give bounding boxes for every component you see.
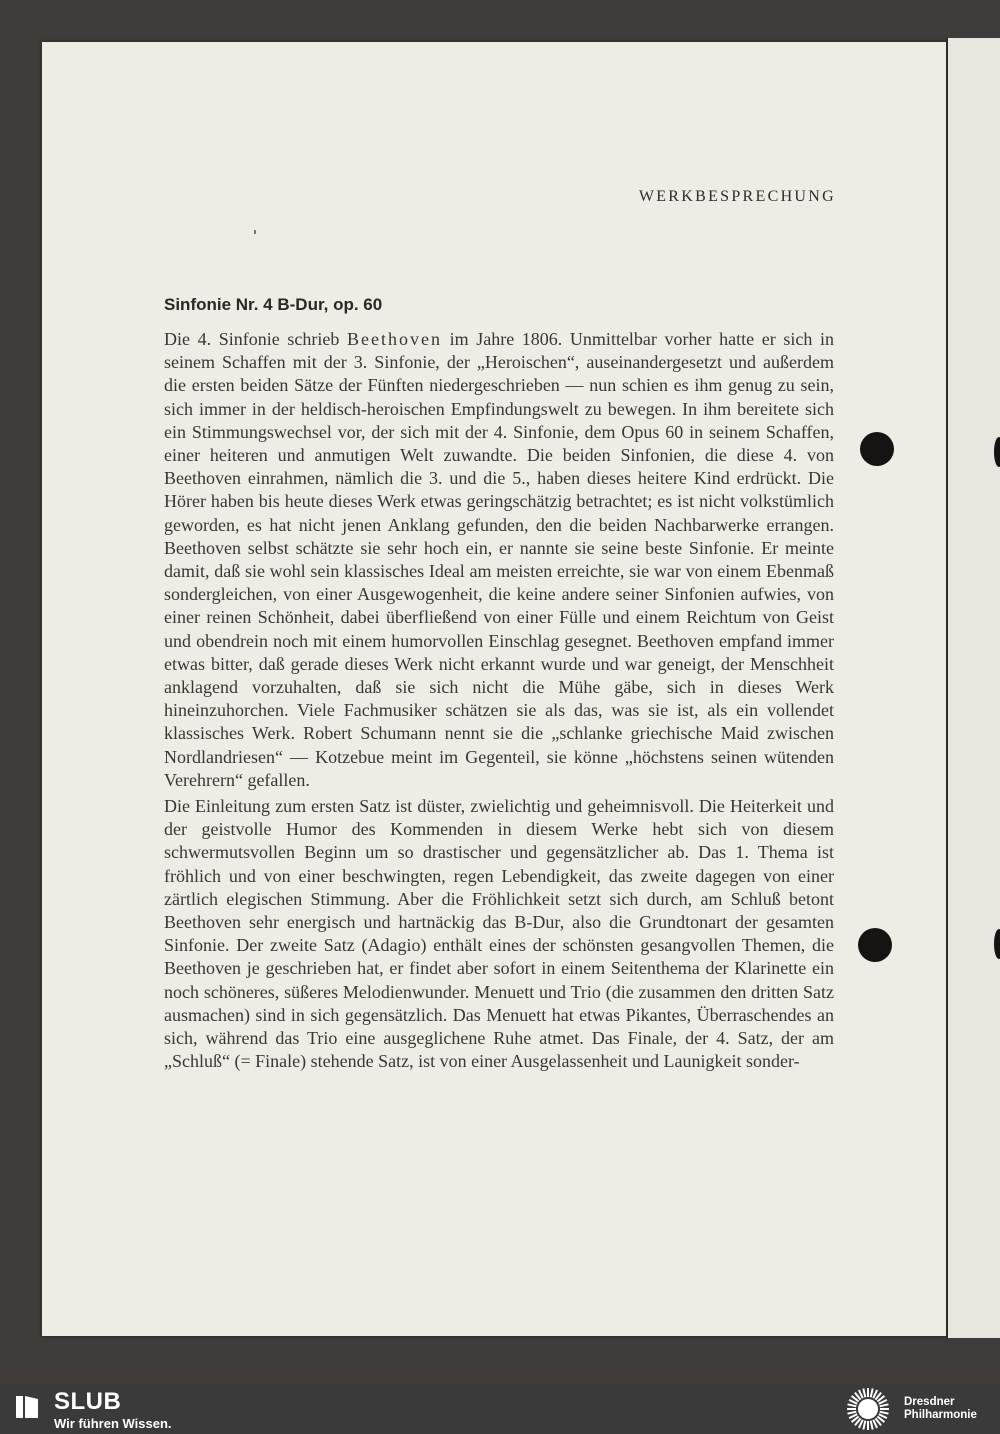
punch-hole-top	[860, 432, 894, 466]
next-page-punch-hole-top	[994, 437, 1000, 467]
dresdner-philharmonie-sunburst-icon	[842, 1386, 894, 1432]
next-page-punch-hole-bottom	[994, 929, 1000, 959]
next-page-edge	[946, 38, 1000, 1338]
sunburst-ray	[871, 1421, 873, 1430]
section-header: WERKBESPRECHUNG	[638, 188, 836, 205]
composer-name-spaced: Beethoven	[346, 329, 442, 349]
viewer-footer-bar	[0, 1384, 1000, 1434]
sunburst-ray	[880, 1404, 889, 1406]
slub-book-icon	[14, 1394, 40, 1420]
article-body	[164, 328, 834, 1074]
punch-hole-bottom	[858, 928, 892, 962]
slub-tagline: Wir führen Wissen.	[54, 1416, 172, 1431]
paragraph-2: Die Einleitung zum ersten Satz ist düster, zwielichtig und geheimnisvoll. Die Heiterkeit und der geistvolle Humor des Kommenden in diesem Werke hebt sich von diesem schwermutsvollen Beginn um so drastischer und gegensätzlicher ab. Das 1. Thema ist fröhlich und von einer beschwingten, regen Lebendigkeit, das zweite dagegen von einer zärtlich elegischen Stimmung. Aber die Fröhlichkeit setzt sich durch, am Schluß betont Beethoven sehr energisch und hartnäckig das B-Dur, also die Grundtonart der gesamten Sinfonie. Der zweite Satz (Adagio) enthält eines der schönsten gesangvollen Themen, die Beethoven je geschrieben hat, er findet aber sofort in einem Seitenthema der Klarinette ein noch schöneres, süßeres Melodienwunder. Menuett und Trio (die zusammen den dritten Satz ausmachen) sind in sich gegensätzlich. Das Menuett hat etwas Pikantes, Überraschendes an sich, während das Trio eine ausgeglichene Ruhe atmet. Das Finale, der 4. Satz, der am „Schluß“ (= Finale) stehende Satz, ist von einer Ausgelassenheit und Launigkeit sonder-	[164, 796, 834, 1072]
slub-logo-text[interactable]: SLUB	[54, 1388, 122, 1415]
sunburst-ray	[848, 1404, 857, 1406]
sunburst-ray	[871, 1389, 873, 1398]
partner-line-2: Philharmonie	[904, 1409, 977, 1421]
paragraph-1	[164, 328, 834, 792]
paragraph-1-start: Die 4. Sinfonie schrieb	[164, 329, 347, 349]
paper-speck	[254, 230, 256, 234]
sunburst-ray	[880, 1412, 889, 1414]
sunburst-ray	[848, 1412, 857, 1414]
sunburst-ray	[863, 1389, 865, 1398]
dresdner-philharmonie-logo-text[interactable]	[904, 1396, 977, 1422]
article-title: Sinfonie Nr. 4 B-Dur, op. 60	[164, 295, 383, 314]
sunburst-ray	[863, 1421, 865, 1430]
partner-line-1: Dresdner	[904, 1396, 955, 1408]
paragraph-1-rest: im Jahre 1806. Unmittelbar vorher hatte er sich in seinem Schaffen mit der 3. Sinfonie, der „Heroischen“, auseinandergesetzt und außerdem die ersten beiden Sätze der Fünften niedergeschrieben — nun schien es ihm genug zu sein, sich immer in der heldisch-heroischen Empfindungswelt zu bewegen. In ihm bereitete sich ein Stimmungswechsel vor, der sich mit der 4. Sinfonie, dem Opus 60 in seinem Schaffen, einer heiteren und anmutigen Welt zuwandte. Die beiden Sinfonien, die diese 4. von Beethoven einrahmen, nämlich die 3. und die 5., haben dieses heitere Kind erdrückt. Die Hörer haben bis heute dieses Werk etwas geringschätzig betrachtet; es ist nicht volkstümlich geworden, es hat nicht jenen Anklang gefunden, den die beiden Nachbarwerke errangen. Beethoven selbst schätzte sie sehr hoch ein, er nannte sie seine beste Sinfonie. Er meinte damit, daß sie wohl sein klassisches Ideal am meisten erreichte, sie war von einem Ebenmaß sondergleichen, von einer Ausgewogenheit, die keine andere seiner Sinfonien aufwies, von einer reinen Schönheit, dabei überfließend von einer Fülle und einem Reichtum von Geist und obendrein noch mit einem humorvollen Einschlag gesegnet. Beethoven empfand immer etwas bitter, daß gerade dieses Werk nicht erkannt wurde und war geneigt, der Menschheit anklagend vorzuhalten, daß sie sich nicht die Mühe gäbe, sich in dieses Werk hineinzuhorchen. Viele Fachmusiker schätzen sie als das, was sie ist, als ein vollendet klassisches Werk. Robert Schumann nennt sie die „schlanke griechische Maid zwischen Nordlandriesen“ — Kotzebue meint im Gegenteil, sie könne „höchstens seinen wütenden Verehrern“ gefallen.	[164, 329, 834, 790]
